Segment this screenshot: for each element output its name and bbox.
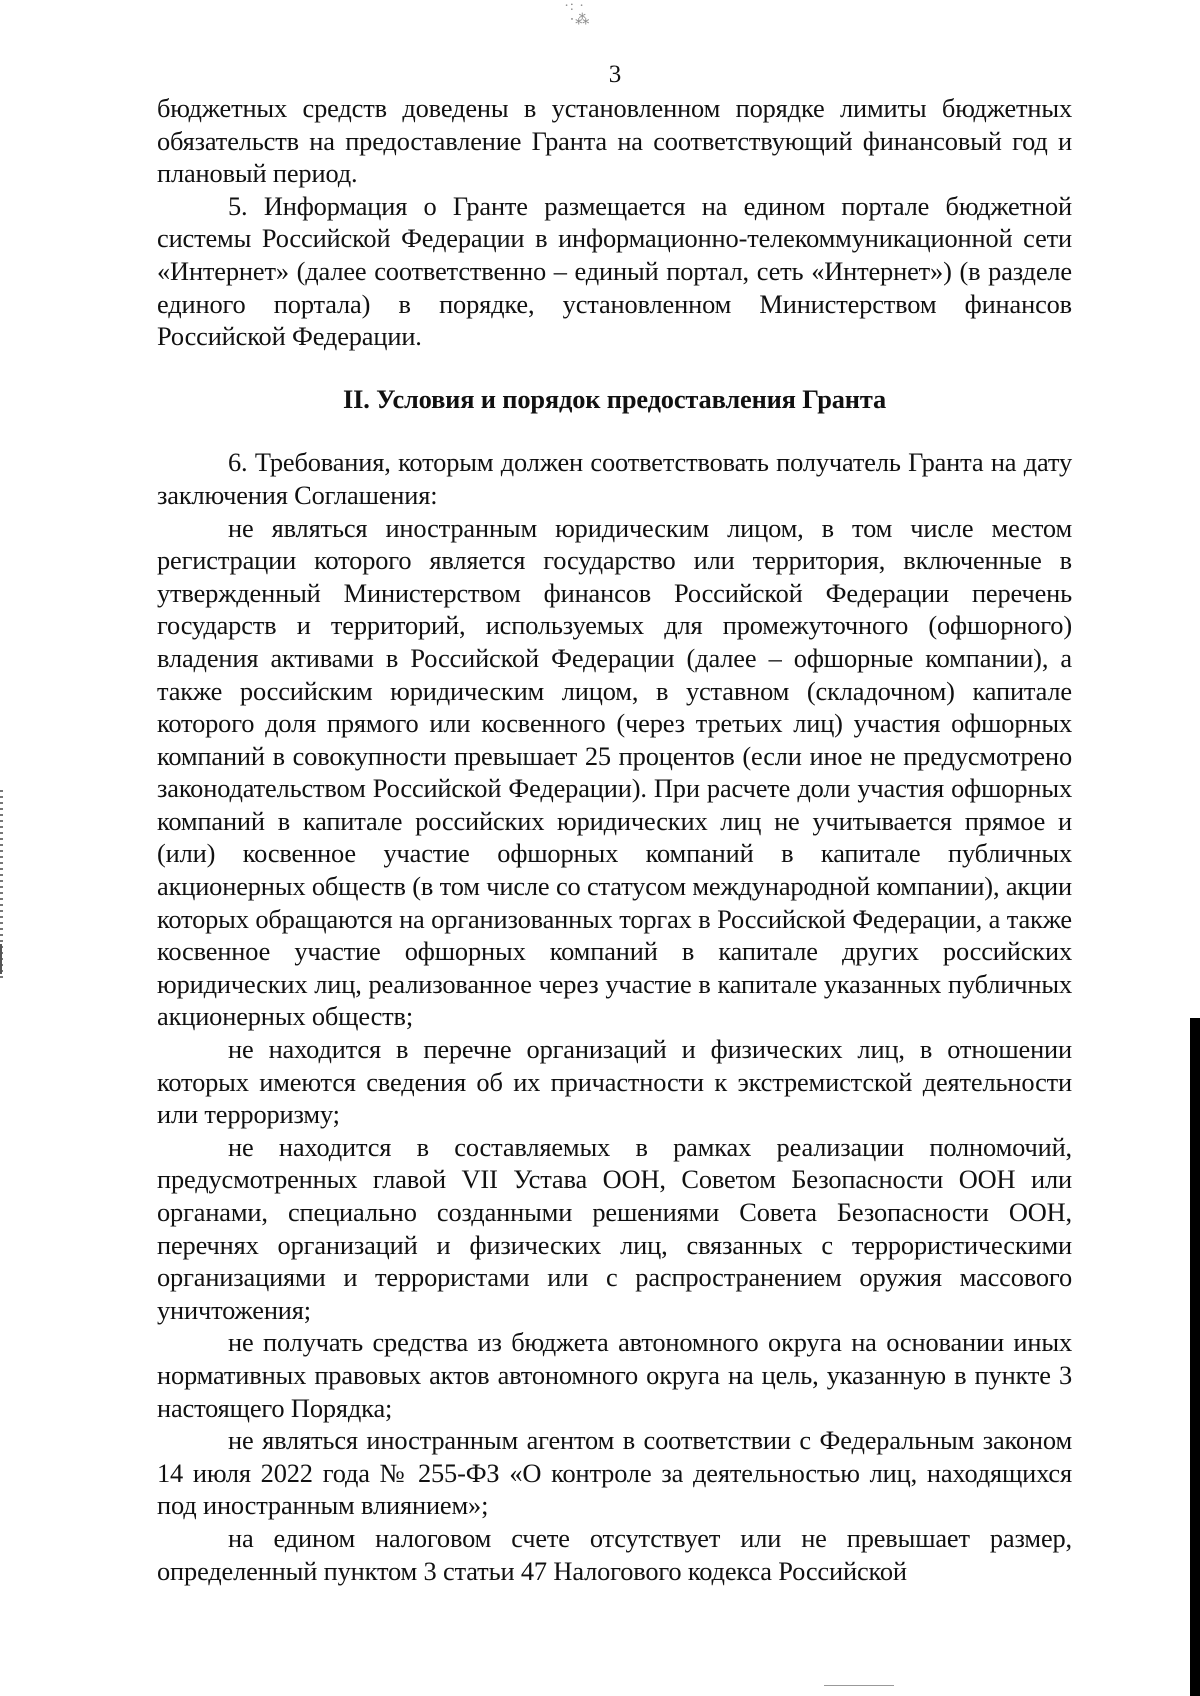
paragraph-6: 6. Требования, которым должен соответствовать получатель Гранта на дату заключения Соглашения: <box>157 447 1072 510</box>
scan-artifact: ·: ·ﾞ ‧⁂ <box>564 0 596 28</box>
requirement-foreign-agent: не являться иностранным агентом в соответствии с Федеральным законом 14 июля 2022 года № 255-ФЗ «О контроле за деятельностью лиц, находящихся под иностранным влиянием»; <box>157 1425 1072 1521</box>
requirement-extremism: не находится в перечне организаций и физических лиц, в отношении которых имеются сведения об их причастности к экстремистской деятельности или терроризму; <box>157 1034 1072 1130</box>
paragraph-continuation: бюджетных средств доведены в установленном порядке лимиты бюджетных обязательств на предоставление Гранта на соответствующий финансовый год и плановый период. <box>157 93 1072 189</box>
paragraph-5: 5. Информация о Гранте размещается на едином портале бюджетной системы Российской Федерации в информационно-телекоммуникационной сети «Интернет» (далее соответственно – единый портал, сеть «Интернет») (в разделе единого портала) в порядке, установленном Министерством финансов Российской Федерации. <box>157 190 1072 352</box>
requirement-offshore: не являться иностранным юридическим лицом, в том числе местом регистрации которого является государство или территория, включенные в утвержденный Министерством финансов Российской Федерации перечень государств и территорий, используемых для промежуточного (офшорного) владения активами в Российской Федерации (далее – офшорные компании), а также российским юридическим лицом, в уставном (складочном) капитале которого доля прямого или косвенного (через третьих лиц) участия офшорных компаний в совокупности превышает 25 процентов (если иное не предусмотрено законодательством Российской Федерации). При расчете доли участия офшорных компаний в капитале российских юридических лиц не учитывается прямое и (или) косвенное участие офшорных компаний в капитале публичных акционерных обществ (в том числе со статусом международной компании), акции которых обращаются на организованных торгах в Российской Федерации, а также косвенное участие офшорных компаний в капитале других российских юридических лиц, реализованное через участие в капитале указанных публичных акционерных обществ; <box>157 512 1072 1032</box>
document-body <box>157 92 1072 1587</box>
section-heading: II. Условия и порядок предоставления Гранта <box>342 383 887 414</box>
requirement-un-sanctions: не находится в составляемых в рамках реализации полномочий, предусмотренных главой VII Устава ООН, Советом Безопасности ООН или органами, специально созданными решениями Совета Безопасности ООН, перечнях организаций и физических лиц, связанных с террористическими организациями и террористами или с распространением оружия массового уничтожения; <box>157 1131 1072 1325</box>
requirement-tax-account: на едином налоговом счете отсутствует или не превышает размер, определенный пунктом 3 статьи 47 Налогового кодекса Российской <box>157 1522 1072 1586</box>
scan-scratch <box>824 1685 894 1686</box>
scan-edge-bar <box>1190 1018 1200 1696</box>
scan-edge-mark <box>0 944 2 974</box>
requirement-budget-funds: не получать средства из бюджета автономного округа на основании иных нормативных правовых актов автономного округа на цель, указанную в пункте 3 настоящего Порядка; <box>157 1327 1072 1423</box>
page-number: 3 <box>608 61 622 88</box>
